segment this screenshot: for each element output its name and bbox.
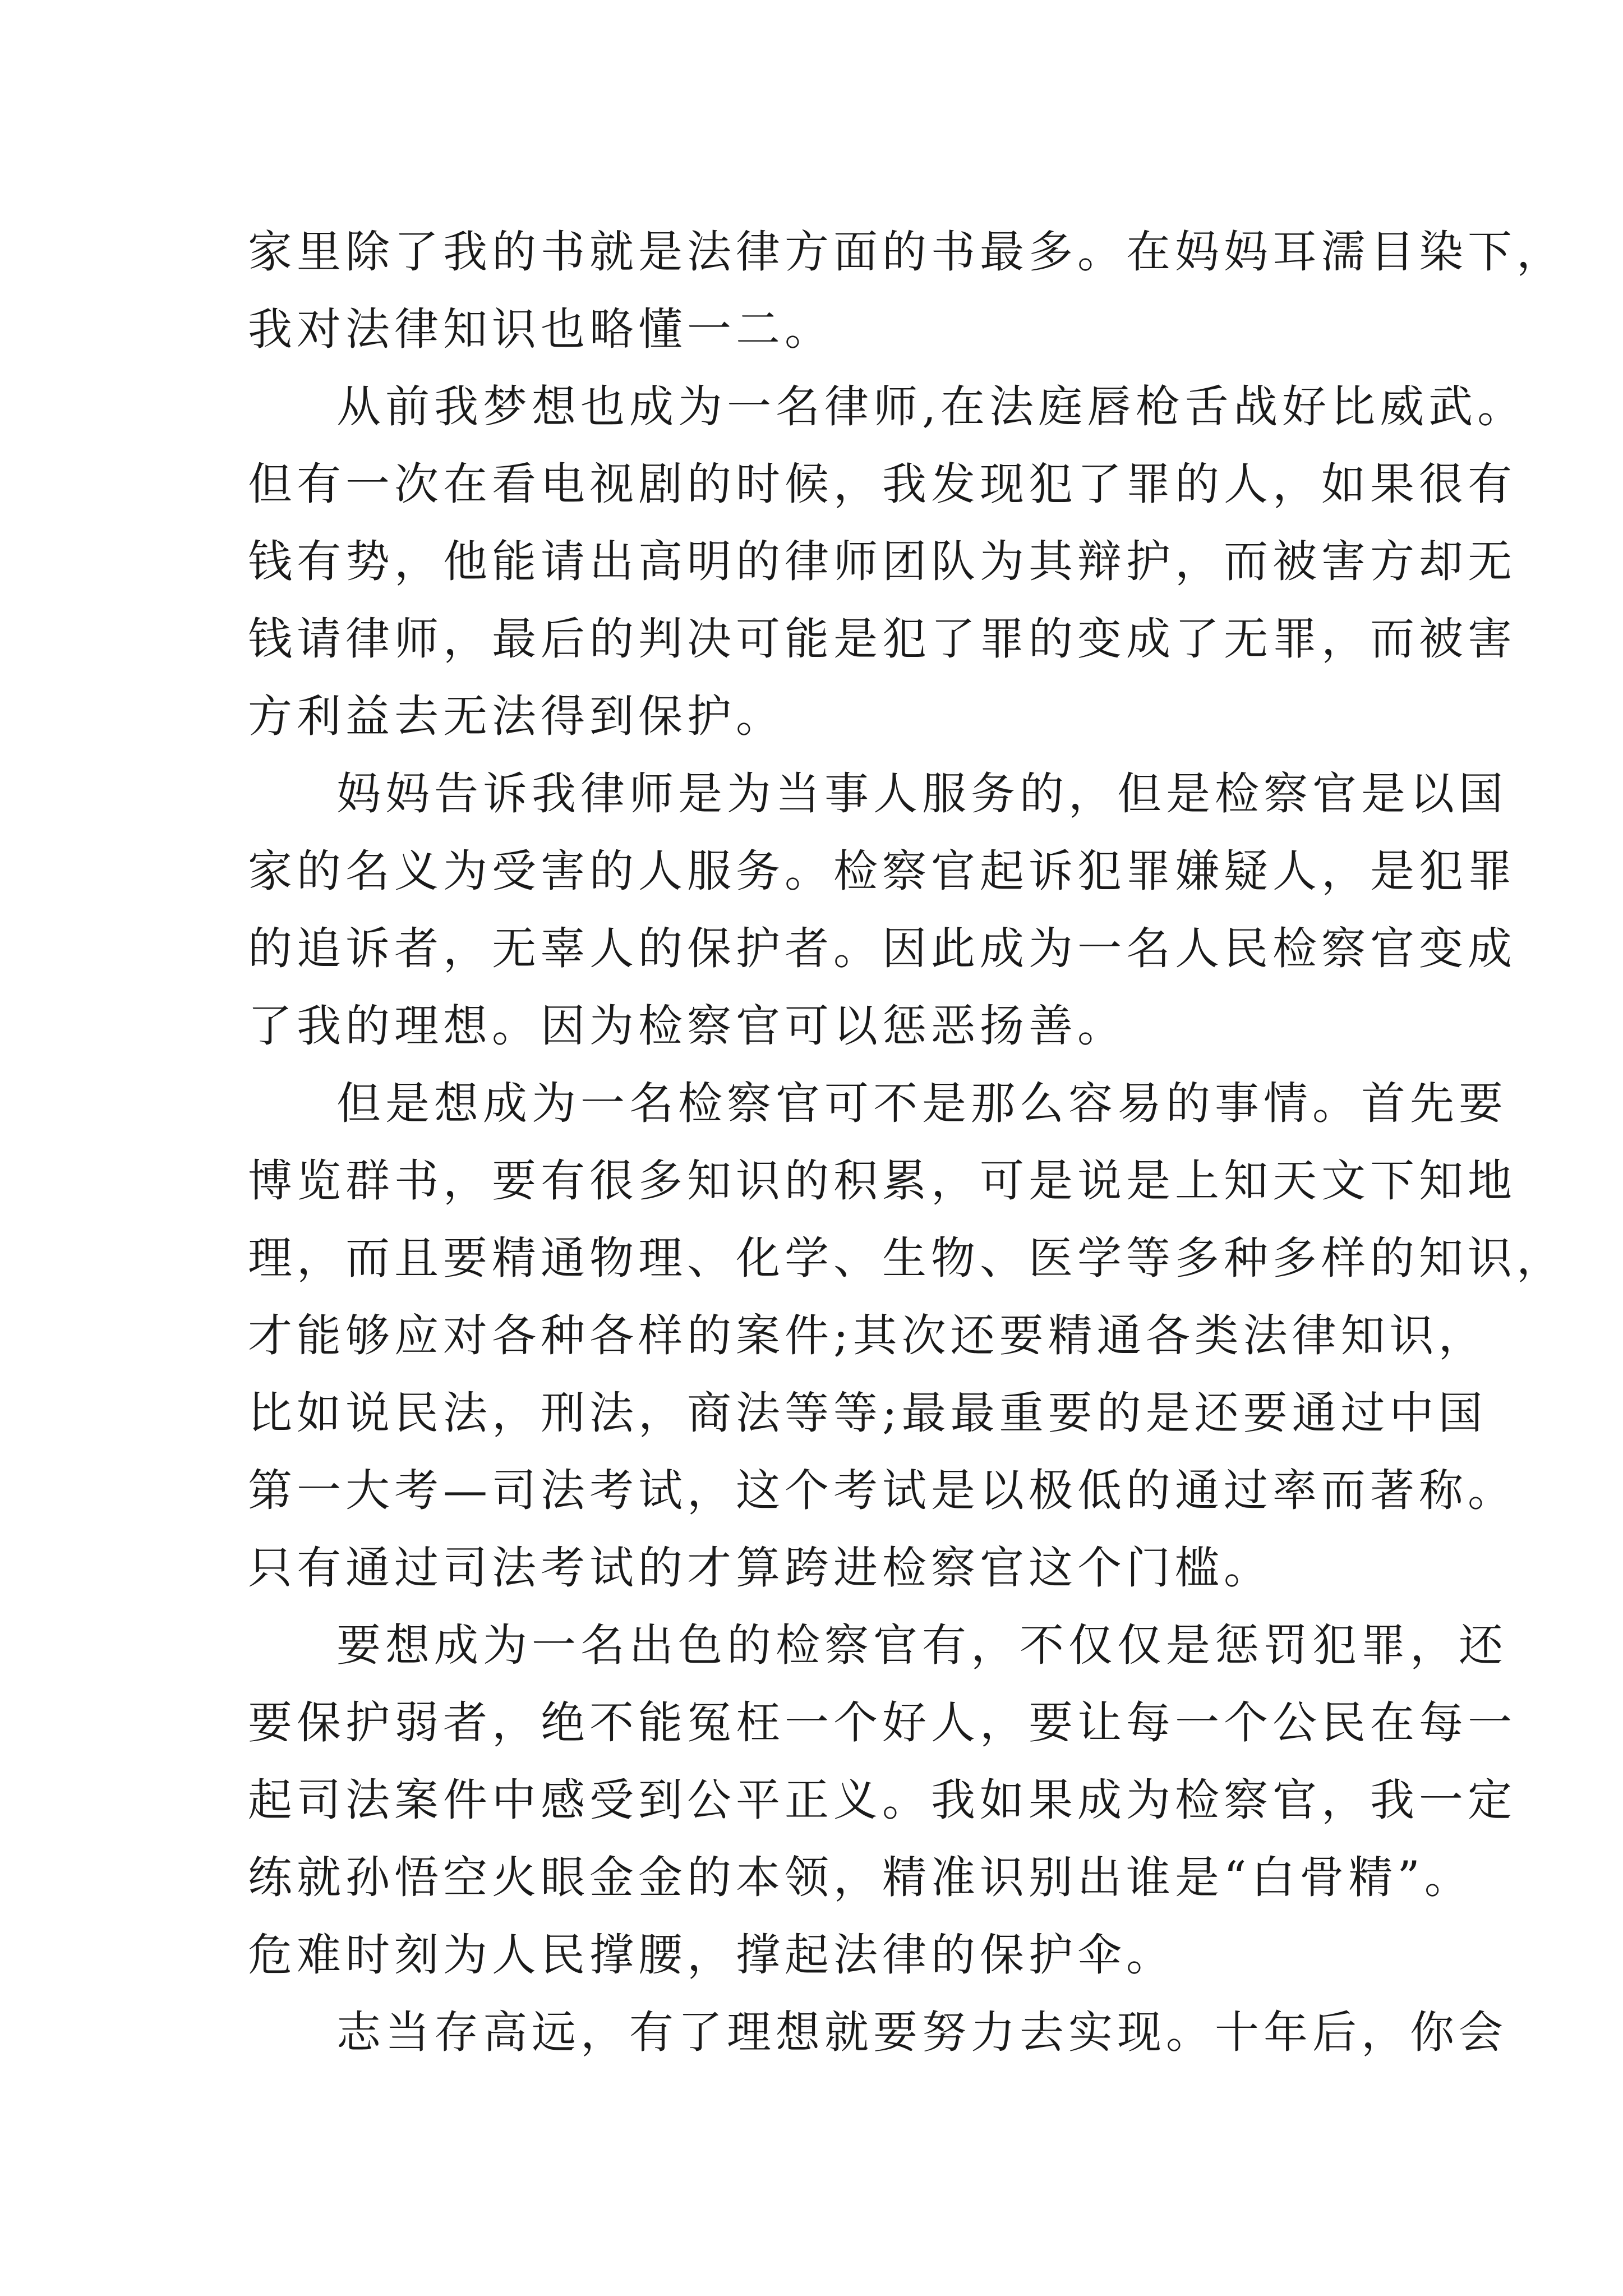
- text-line: 危难时刻为人民撑腰，撑起法律的保护伞。: [248, 1929, 1175, 1981]
- text-line: 钱有势，他能请出高明的律师团队为其辩护，而被害方却无: [248, 536, 1516, 587]
- text-line: 从前我梦想也成为一名律师,在法庭唇枪舌战好比威武。: [336, 381, 1527, 432]
- paragraph: [248, 1994, 1507, 2071]
- paragraph: [248, 213, 1565, 368]
- text-line: 第一大考—司法考试，这个考试是以极低的通过率而著称。: [248, 1465, 1516, 1516]
- essay-body: [248, 213, 1565, 2071]
- text-line: 的追诉者，无辜人的保护者。因此成为一名人民检察官变成: [248, 923, 1516, 974]
- paragraph: [248, 755, 1516, 1065]
- text-line: 方利益去无法得到保护。: [248, 691, 785, 742]
- text-line: 家的名义为受害的人服务。检察官起诉犯罪嫌疑人，是犯罪: [248, 845, 1516, 897]
- text-line: 博览群书，要有很多知识的积累，可是说是上知天文下知地: [248, 1155, 1516, 1207]
- text-line: 只有通过司法考试的才算跨进检察官这个门槛。: [248, 1542, 1272, 1594]
- text-line: 但是想成为一名检察官可不是那么容易的事情。首先要: [336, 1078, 1507, 1129]
- text-line: 妈妈告诉我律师是为当事人服务的，但是检察官是以国: [336, 768, 1507, 820]
- paragraph: [248, 368, 1527, 755]
- text-line: 了我的理想。因为检察官可以惩恶扬善。: [248, 1000, 1126, 1052]
- text-line: 起司法案件中感受到公平正义。我如果成为检察官，我一定: [248, 1774, 1516, 1826]
- text-line: 但有一次在看电视剧的时候，我发现犯了罪的人，如果很有: [248, 458, 1516, 510]
- text-line: 练就孙悟空火眼金金的本领，精准识别出谁是“白骨精”。: [248, 1852, 1473, 1903]
- text-line: 志当存高远，有了理想就要努力去实现。十年后，你会: [336, 2007, 1507, 2058]
- paragraph: [248, 1607, 1516, 1994]
- text-line: 家里除了我的书就是法律方面的书最多。在妈妈耳濡目染下，: [248, 226, 1565, 278]
- text-line: 我对法律知识也略懂一二。: [248, 303, 833, 355]
- text-line: 才能够应对各种各样的案件;其次还要精通各类法律知识，: [248, 1310, 1487, 1361]
- text-line: 比如说民法，刑法，商法等等;最最重要的是还要通过中国: [248, 1387, 1487, 1439]
- text-line: 要想成为一名出色的检察官有，不仅仅是惩罚犯罪，还: [336, 1619, 1507, 1671]
- text-line: 理，而且要精通物理、化学、生物、医学等多种多样的知识，: [248, 1232, 1565, 1284]
- text-line: 钱请律师，最后的判决可能是犯了罪的变成了无罪，而被害: [248, 613, 1516, 665]
- text-line: 要保护弱者，绝不能冤枉一个好人，要让每一个公民在每一: [248, 1697, 1516, 1749]
- paragraph: [248, 1065, 1565, 1607]
